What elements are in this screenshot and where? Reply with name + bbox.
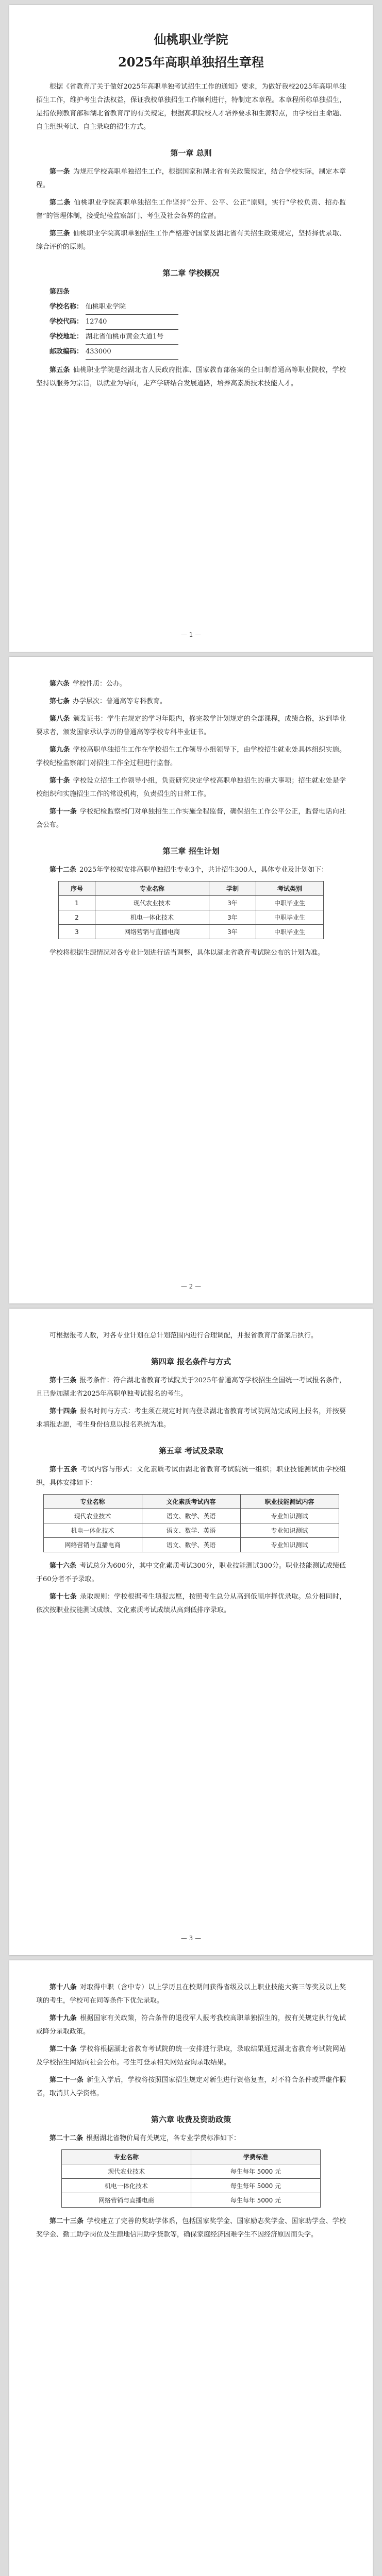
info-value: 12740: [86, 315, 178, 330]
page-4: [9, 1960, 373, 2576]
article-number: 第十五条: [49, 1466, 78, 1473]
article-number: 第十四条: [49, 1408, 77, 1415]
table-cell: 3: [59, 925, 95, 939]
table-row: [59, 910, 324, 925]
article-text: 新生入学后，学校将按照国家招生规定对新生进行资格复查，对不符合条件或弄虚作假者，取消其入学资格。: [36, 2076, 346, 2097]
article-text: 仙桃职业学院高职单独招生工作坚持“公开、公平、公正”原则，实行“学校负责、招办监督”的管理体制，接受纪检监察部门、考生及社会各界的监督。: [36, 199, 346, 220]
table-cell: 2: [59, 910, 95, 925]
table-cell: 3年: [209, 925, 256, 939]
article-14: [36, 1405, 346, 1432]
column-header: 文化素质考试内容: [142, 1495, 240, 1509]
article-6: [36, 677, 346, 691]
info-value: 湖北省仙桃市黄金大道1号: [86, 330, 178, 345]
exam-content-table: [43, 1494, 339, 1552]
chapter-1-heading: 第一章 总则: [170, 148, 212, 158]
school-info-row: [36, 330, 346, 345]
article-number: 第十一条: [49, 808, 77, 816]
doc-title-line2: 2025年高职单独招生章程: [118, 55, 264, 70]
info-label: 学校代码：: [49, 318, 84, 326]
page-2: [9, 657, 373, 1303]
table-cell: 专业知识测试: [240, 1509, 339, 1523]
table-cell: 每生每年 5000 元: [191, 2193, 321, 2208]
info-label: 邮政编码：: [49, 348, 84, 355]
table-cell: 语文、数学、英语: [142, 1523, 240, 1538]
column-header: 专业名称: [62, 2150, 191, 2164]
article-text: 学校建立了完善的奖助学体系，包括国家奖学金、国家励志奖学金、国家助学金、学校奖学金、勤工助学岗位及生源地信用助学贷款等，确保家庭经济困难学生不因经济原因而失学。: [36, 2217, 346, 2239]
info-value: 433000: [86, 345, 178, 360]
article-10: [36, 774, 346, 801]
school-info-row: [36, 315, 346, 330]
table-cell: 中职毕业生: [256, 910, 324, 925]
column-header: 考试类别: [256, 882, 324, 896]
chapter-6-heading: 第六章 收费及资助政策: [151, 2115, 231, 2124]
article-12: [36, 863, 346, 877]
column-header: 学制: [209, 882, 256, 896]
table-header-row: [59, 882, 324, 896]
column-header: 学费标准: [191, 2150, 321, 2164]
article-number: 第三条: [49, 230, 70, 238]
chapter-3-heading: 第三章 招生计划: [162, 846, 220, 856]
table-row: [43, 1523, 339, 1538]
chapter-2-heading: 第二章 学校概况: [162, 268, 220, 278]
article-17: [36, 1590, 346, 1617]
table-cell: 语文、数学、英语: [142, 1509, 240, 1523]
table-cell: 现代农业技术: [95, 896, 209, 910]
article-number: 第五条: [49, 366, 70, 374]
tuition-table: [61, 2149, 321, 2208]
article-text: 学校纪检监察部门对单独招生工作实施全程监督，确保招生工作公平公正，监督电话向社会公布。: [36, 808, 346, 829]
page-3: [9, 1309, 373, 1955]
article-20: [36, 2043, 346, 2070]
table-row: [43, 1509, 339, 1523]
table-cell: 现代农业技术: [43, 1509, 142, 1523]
info-label: 学校地址：: [49, 333, 84, 341]
article-23: [36, 2215, 346, 2242]
table-header-row: [43, 1495, 339, 1509]
table-header-row: [62, 2150, 321, 2164]
table-cell: 3年: [209, 896, 256, 910]
article-number: 第十九条: [49, 2014, 77, 2022]
article-text: 学校性质：公办。: [73, 680, 127, 688]
column-header: 专业名称: [43, 1495, 142, 1509]
article-number: 第二十条: [49, 2045, 77, 2053]
table-cell: 1: [59, 896, 95, 910]
info-value: 仙桃职业学院: [86, 300, 178, 315]
article-number: 第七条: [49, 698, 70, 705]
article-text: 对取得中职（含中专）以上学历且在校期间获得省级及以上职业技能大赛三等奖及以上奖项的考生，学校可在同等条件下优先录取。: [36, 1984, 346, 2005]
article-text: 考试总分为600分，其中文化素质考试300分，职业技能测试300分。职业技能测试成绩低于60分者不予录取。: [36, 1562, 346, 1583]
table-cell: 现代农业技术: [62, 2164, 191, 2179]
article-text: 考试内容与形式：文化素质考试由湖北省教育考试院统一组织；职业技能测试由学校组织，具体安排如下：: [36, 1466, 346, 1487]
table-cell: 语文、数学、英语: [142, 1538, 240, 1552]
article-text: 颁发证书：学生在规定的学习年限内，修完教学计划规定的全部课程，成绩合格，达到毕业要求者，颁发国家承认学历的普通高等学校专科毕业证书。: [36, 715, 346, 736]
column-header: 序号: [59, 882, 95, 896]
school-info-row: [36, 300, 346, 315]
article-text: 报名时间与方式：考生须在规定时间内登录湖北省教育考试院网站完成网上报名，并按要求填报志愿，考生身份信息以报名系统为准。: [36, 1408, 346, 1429]
enrollment-plan-table: [58, 881, 324, 939]
article-number: 第十三条: [49, 1377, 77, 1384]
page-number: — 1 —: [180, 631, 202, 638]
article-13: [36, 1374, 346, 1401]
table-cell: 每生每年 5000 元: [191, 2179, 321, 2193]
article-text: 学校设立招生工作领导小组，负责研究决定学校高职单独招生的重大事项；招生就业处是学校组织和实施招生工作的常设机构，负责招生的日常工作。: [36, 777, 346, 798]
column-header: 专业名称: [95, 882, 209, 896]
table-cell: 网络营销与直播电商: [43, 1538, 142, 1552]
article-text: 办学层次：普通高等专科教育。: [73, 698, 167, 705]
article-18: [36, 1981, 346, 2008]
article-number: 第十七条: [49, 1593, 77, 1601]
article-number: 第十六条: [49, 1562, 77, 1570]
table-cell: 3年: [209, 910, 256, 925]
article-number: 第十八条: [49, 1984, 77, 1991]
table-cell: 中职毕业生: [256, 896, 324, 910]
article-text: 为规范学校高职单独招生工作，根据国家和湖北省有关政策规定，结合学校实际，制定本章程。: [36, 168, 346, 189]
article-15: [36, 1463, 346, 1490]
continued-paragraph: 可根据报考人数，对各专业计划在总计划范围内进行合理调配，并报省教育厅备案后执行。: [49, 1332, 318, 1340]
article-21: [36, 2074, 346, 2100]
article-number: 第十条: [49, 777, 70, 785]
page-number: — 2 —: [180, 1283, 202, 1290]
article-4: [36, 285, 346, 299]
article-text: 2025年学校拟安排高职单独招生专业3个，共计招生300人，具体专业及计划如下：: [79, 866, 328, 874]
article-7: [36, 695, 346, 708]
table-row: [62, 2193, 321, 2208]
table-row: [59, 925, 324, 939]
table-cell: 网络营销与直播电商: [95, 925, 209, 939]
article-16: [36, 1560, 346, 1586]
article-3: [36, 227, 346, 254]
info-label: 学校名称：: [49, 303, 84, 311]
table-cell: 机电一体化技术: [95, 910, 209, 925]
page-1: [9, 5, 373, 652]
chapter-4-heading: 第四章 报名条件与方式: [151, 1357, 231, 1366]
article-text: 录取规则：学校根据考生填报志愿，按照考生总分从高到低顺序择优录取。总分相同时，依次按职业技能测试成绩、文化素质考试成绩从高到低排序录取。: [36, 1593, 346, 1614]
article-11: [36, 805, 346, 832]
article-8: [36, 713, 346, 739]
article-number: 第十二条: [49, 866, 77, 874]
table-row: [62, 2164, 321, 2179]
article-text: 仙桃职业学院是经湖北省人民政府批准、国家教育部备案的全日制普通高等职业院校，学校坚持以服务为宗旨，以就业为导向，走产学研结合发展道路，培养高素质技术技能人才。: [36, 366, 346, 387]
table-cell: 网络营销与直播电商: [62, 2193, 191, 2208]
table-cell: 专业知识测试: [240, 1523, 339, 1538]
table-row: [59, 896, 324, 910]
article-text: 根据湖北省物价局有关规定，各专业学费标准如下：: [86, 2134, 241, 2142]
intro-paragraph: 根据《省教育厅关于做好2025年高职单独考试招生工作的通知》要求，为做好我校2025年高职单独招生工作，维护考生合法权益，保证我校单独招生工作顺利进行，特制定本章程。本章程所称单独招生，是指依照教育部和湖北省教育厅的有关规定，根据高职院校人才培养要求和生源特点，由学校自主命题、自主组织考试、自主录取的招生方式。: [36, 83, 346, 131]
table-cell: 中职毕业生: [256, 925, 324, 939]
page-number: — 3 —: [180, 1935, 202, 1942]
article-19: [36, 2012, 346, 2039]
article-text: 学校高职单独招生工作在学校招生工作领导小组领导下，由学校招生就业处具体组织实施。学校纪检监察部门对招生工作全过程进行监督。: [36, 746, 346, 767]
article-number: 第二十二条: [49, 2134, 84, 2142]
table-row: [62, 2179, 321, 2193]
article-text: 根据国家有关政策，符合条件的退役军人报考我校高职单独招生的，按有关规定执行免试或降分录取政策。: [36, 2014, 346, 2036]
article-number: 第四条: [49, 288, 70, 296]
article-1: [36, 165, 346, 192]
table-cell: 机电一体化技术: [43, 1523, 142, 1538]
article-text: 仙桃职业学院高职单独招生工作严格遵守国家及湖北省有关招生政策规定，坚持择优录取、综合评价的原则。: [36, 230, 346, 251]
article-text: 报考条件：符合湖北省教育考试院关于2025年普通高等学校招生全国统一考试报名条件，且已参加湖北省2025年高职单独考试报名的考生。: [36, 1377, 346, 1398]
chapter-5-heading: 第五章 考试及录取: [158, 1446, 224, 1455]
column-header: 职业技能测试内容: [240, 1495, 339, 1509]
article-5: [36, 364, 346, 391]
table-cell: 每生每年 5000 元: [191, 2164, 321, 2179]
article-number: 第八条: [49, 715, 70, 723]
article-number: 第二十一条: [49, 2076, 84, 2084]
article-number: 第九条: [49, 746, 70, 754]
article-number: 第二十三条: [49, 2217, 84, 2225]
article-9: [36, 743, 346, 770]
article-number: 第六条: [49, 680, 70, 688]
article-22: [36, 2132, 346, 2145]
school-info-row: [36, 345, 346, 360]
plan-note: 学校将根据生源情况对各专业计划进行适当调整，具体以湖北省教育考试院公布的计划为准。: [49, 949, 325, 957]
doc-title-line1: 仙桃职业学院: [154, 32, 228, 47]
table-cell: 机电一体化技术: [62, 2179, 191, 2193]
article-number: 第二条: [49, 199, 71, 207]
table-row: [43, 1538, 339, 1552]
article-number: 第一条: [49, 168, 70, 176]
article-text: 学校将根据湖北省教育考试院的统一安排进行录取，录取结果通过湖北省教育考试院网站及学校招生网站向社会公布。考生可登录相关网站查询录取结果。: [36, 2045, 346, 2066]
table-cell: 专业知识测试: [240, 1538, 339, 1552]
article-2: [36, 196, 346, 223]
